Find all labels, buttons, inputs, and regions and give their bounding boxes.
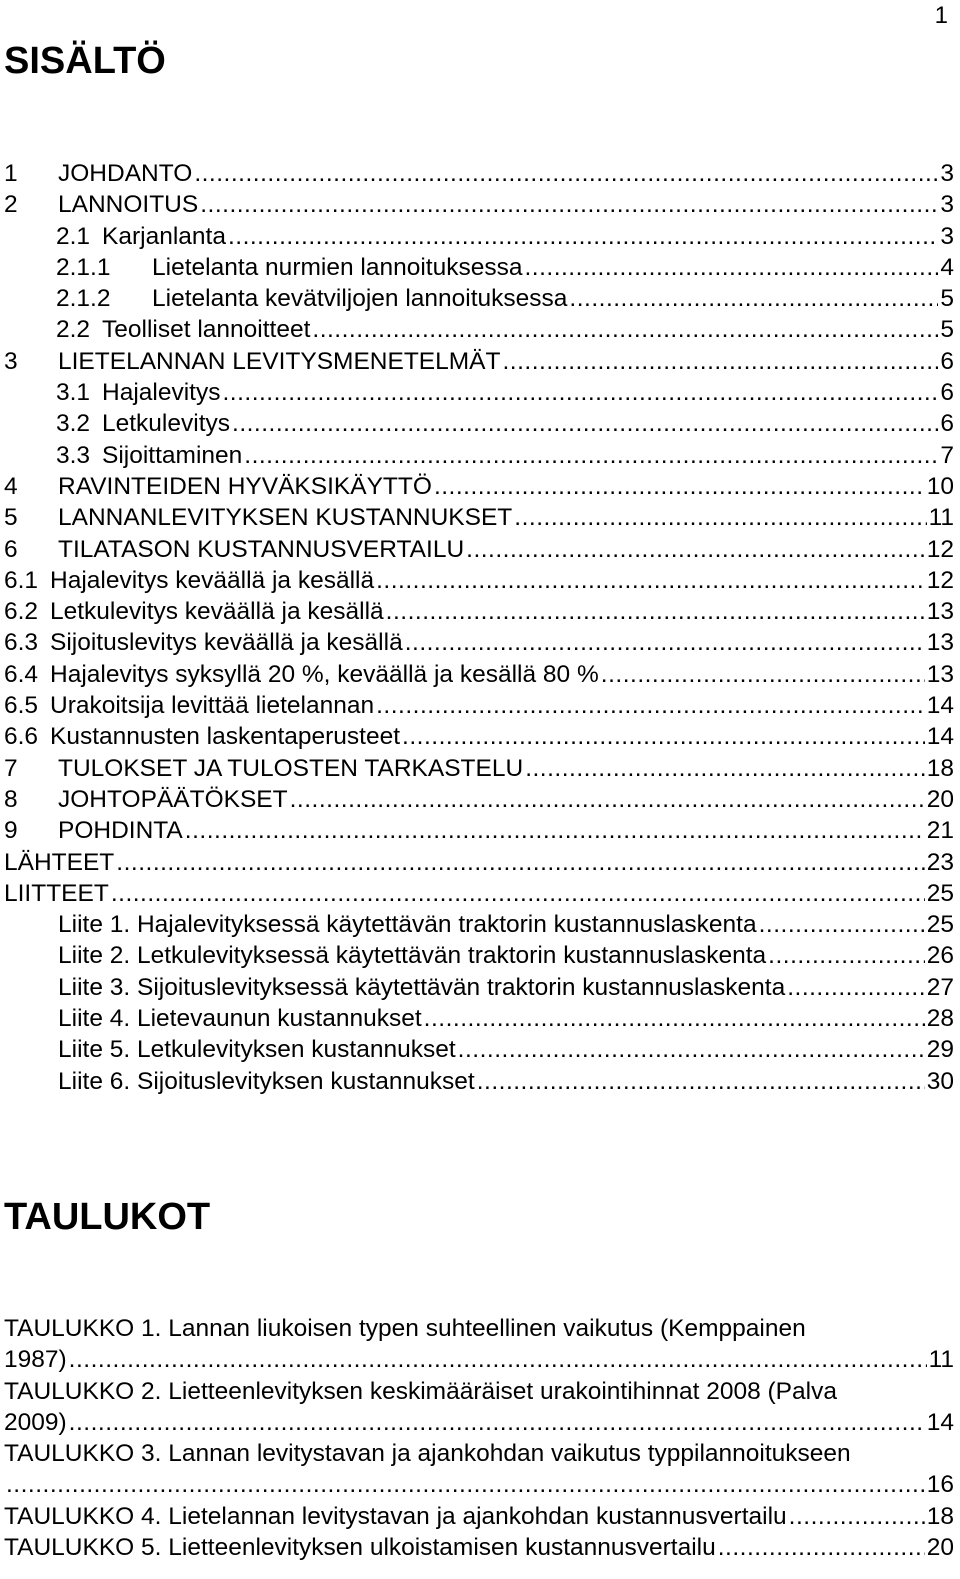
toc-entry[interactable] xyxy=(4,753,954,784)
toc-entry-title: Karjanlanta xyxy=(102,222,226,250)
toc-entry-number: 5 xyxy=(4,504,18,532)
toc-entry-page: 3 xyxy=(940,191,954,219)
toc-entry[interactable] xyxy=(4,847,954,878)
table-dot-leader xyxy=(69,1407,925,1438)
toc-dot-leader xyxy=(405,627,925,658)
toc-dot-leader xyxy=(376,690,925,721)
toc-dot-leader xyxy=(569,283,938,314)
toc-entry-page: 30 xyxy=(926,1067,954,1095)
toc-dot-leader xyxy=(601,659,925,690)
toc-entry-number: 6.6 xyxy=(4,723,39,751)
table-entry-line xyxy=(4,1532,954,1563)
toc-entry[interactable] xyxy=(4,784,954,815)
toc-entry-page: 18 xyxy=(926,754,954,782)
toc-entry-number: 7 xyxy=(4,754,18,782)
toc-entry-page: 10 xyxy=(926,472,954,500)
toc-dot-leader xyxy=(477,1066,925,1097)
toc-entry[interactable] xyxy=(4,940,954,971)
toc-entry-title: Teolliset lannoitteet xyxy=(102,316,311,344)
toc-entry-number: 1 xyxy=(4,160,18,187)
toc-entry-page: 13 xyxy=(926,598,954,626)
toc-entry-page: 13 xyxy=(926,660,954,688)
toc-entry-number: 9 xyxy=(4,817,18,845)
toc-dot-leader xyxy=(116,847,924,878)
toc-entry-number: 6.2 xyxy=(4,598,39,626)
toc-entry-title: Liite 1. Hajalevityksessä käytettävän traktorin kustannuslaskenta xyxy=(58,911,757,939)
toc-entry-title: TILATASON KUSTANNUSVERTAILU xyxy=(58,535,465,563)
toc-entry-title: Urakoitsija levittää lietelannan xyxy=(50,692,375,720)
table-dot-leader xyxy=(718,1532,925,1563)
toc-entry-number: 3.1 xyxy=(56,379,91,407)
toc-dot-leader xyxy=(502,346,938,377)
toc-entry-page: 12 xyxy=(926,566,954,594)
toc-entry[interactable] xyxy=(4,627,954,658)
table-entry-line xyxy=(4,1344,954,1375)
toc-entry-page: 7 xyxy=(940,441,954,469)
table-entry-page: 18 xyxy=(926,1502,954,1530)
toc-entry-title: Liite 5. Letkulevityksen kustannukset xyxy=(58,1036,456,1064)
toc-dot-leader xyxy=(514,502,926,533)
toc-entry[interactable] xyxy=(4,972,954,1003)
toc-entry-page: 28 xyxy=(926,1005,954,1033)
toc-entry-page: 21 xyxy=(926,817,954,845)
toc-entry-title: Liite 4. Lietevaunun kustannukset xyxy=(58,1005,422,1033)
toc-entry[interactable] xyxy=(4,283,954,314)
page-number: 1 xyxy=(934,2,948,29)
toc-entry[interactable] xyxy=(4,252,954,283)
toc-entry[interactable] xyxy=(4,565,954,596)
toc-entry-number: 6.3 xyxy=(4,629,39,657)
table-entry-title-continued: TAULUKKO 5. Lietteenlevityksen ulkoistamisen kustannusvertailu xyxy=(4,1534,716,1562)
toc-entry-title: Liite 3. Sijoituslevityksessä käytettävän traktorin kustannuslaskenta xyxy=(58,973,786,1001)
toc-entry-page: 11 xyxy=(928,504,954,532)
table-entry-page: 16 xyxy=(926,1471,954,1499)
toc-entry-title: Liite 6. Sijoituslevityksen kustannukset xyxy=(58,1067,475,1095)
toc-entry-title: Lietelanta kevätviljojen lannoituksessa xyxy=(152,285,568,313)
toc-entry-page: 14 xyxy=(926,723,954,751)
toc-entry-title: LÄHTEET xyxy=(4,848,115,876)
table-dot-leader xyxy=(6,1469,925,1500)
toc-entry-number: 2.1.2 xyxy=(56,285,111,313)
toc-entry[interactable] xyxy=(4,408,954,439)
toc-entry[interactable] xyxy=(4,158,954,189)
toc-entry-page: 5 xyxy=(940,285,954,313)
toc-entry-title: Letkulevitys xyxy=(102,410,231,438)
toc-entry-title: LANNANLEVITYKSEN KUSTANNUKSET xyxy=(58,504,513,532)
toc-dot-leader xyxy=(290,784,925,815)
table-list-entry[interactable] xyxy=(4,1376,954,1439)
tables-heading: TAULUKOT xyxy=(4,1196,211,1238)
toc-entry-page: 6 xyxy=(940,410,954,438)
toc-entry-number: 3 xyxy=(4,347,18,375)
toc-entry-title: Hajalevitys syksyllä 20 %, keväällä ja kesällä 80 % xyxy=(50,660,599,688)
toc-entry-page: 3 xyxy=(940,160,954,187)
toc-dot-leader xyxy=(232,408,938,439)
toc-entry-number: 4 xyxy=(4,472,18,500)
table-list-entry[interactable] xyxy=(4,1501,954,1532)
toc-dot-leader xyxy=(424,1003,925,1034)
toc-entry[interactable] xyxy=(4,314,954,345)
toc-entry[interactable] xyxy=(4,909,954,940)
table-entry-page: 20 xyxy=(926,1534,954,1562)
toc-dot-leader xyxy=(194,158,938,189)
toc-entry-page: 6 xyxy=(940,347,954,375)
toc-dot-leader xyxy=(386,596,925,627)
toc-entry[interactable] xyxy=(4,1003,954,1034)
toc-entry-page: 12 xyxy=(926,535,954,563)
table-entry-title: TAULUKKO 3. Lannan levitystavan ja ajankohdan vaikutus typpilannoitukseen xyxy=(4,1440,851,1468)
toc-entry-title: LIITTEET xyxy=(4,879,109,907)
toc-entry-title: LANNOITUS xyxy=(58,191,199,219)
toc-entry[interactable] xyxy=(4,659,954,690)
toc-dot-leader xyxy=(228,221,938,252)
toc-entry-title: JOHDANTO xyxy=(58,160,193,187)
toc-entry-page: 5 xyxy=(940,316,954,344)
table-of-contents xyxy=(4,158,954,1097)
toc-dot-leader xyxy=(200,189,938,220)
table-dot-leader xyxy=(789,1501,925,1532)
toc-entry-title: JOHTOPÄÄTÖKSET xyxy=(58,785,288,813)
toc-dot-leader xyxy=(111,878,925,909)
toc-entry-number: 3.2 xyxy=(56,410,91,438)
toc-entry-page: 14 xyxy=(926,692,954,720)
toc-dot-leader xyxy=(402,721,925,752)
toc-dot-leader xyxy=(376,565,925,596)
toc-entry[interactable] xyxy=(4,1034,954,1065)
toc-dot-leader xyxy=(525,753,925,784)
toc-entry-title: Sijoituslevitys keväällä ja kesällä xyxy=(50,629,403,657)
toc-entry-number: 6.5 xyxy=(4,692,39,720)
table-entry-title-continued: 2009) xyxy=(4,1408,67,1436)
toc-entry[interactable] xyxy=(4,690,954,721)
toc-dot-leader xyxy=(434,471,925,502)
toc-dot-leader xyxy=(185,815,925,846)
toc-entry-number: 6.4 xyxy=(4,660,39,688)
toc-entry[interactable] xyxy=(4,878,954,909)
toc-entry-title: Letkulevitys keväällä ja kesällä xyxy=(50,598,384,626)
toc-entry-title: Hajalevitys keväällä ja kesällä xyxy=(50,566,375,594)
table-entry-title: TAULUKKO 1. Lannan liukoisen typen suhteellinen vaikutus (Kemppainen xyxy=(4,1315,806,1342)
toc-dot-leader xyxy=(759,909,925,940)
toc-entry[interactable] xyxy=(4,440,954,471)
toc-dot-leader xyxy=(466,534,925,565)
toc-entry-page: 20 xyxy=(926,785,954,813)
toc-dot-leader xyxy=(312,314,938,345)
toc-entry-title: Liite 2. Letkulevityksessä käytettävän traktorin kustannuslaskenta xyxy=(58,942,767,970)
toc-entry-number: 6.1 xyxy=(4,566,39,594)
toc-entry-number: 2.1 xyxy=(56,222,91,250)
toc-entry-title: Hajalevitys xyxy=(102,379,221,407)
toc-entry[interactable] xyxy=(4,596,954,627)
toc-dot-leader xyxy=(524,252,938,283)
toc-entry-page: 13 xyxy=(926,629,954,657)
table-list-entry[interactable] xyxy=(4,1438,954,1501)
toc-dot-leader xyxy=(244,440,938,471)
toc-entry[interactable] xyxy=(4,346,954,377)
toc-entry[interactable] xyxy=(4,502,954,533)
toc-entry-page: 4 xyxy=(940,253,954,281)
toc-entry[interactable] xyxy=(4,377,954,408)
toc-entry-page: 25 xyxy=(926,879,954,907)
table-list-entry[interactable] xyxy=(4,1532,954,1563)
toc-entry-page: 23 xyxy=(926,848,954,876)
toc-dot-leader xyxy=(787,972,925,1003)
table-entry-page: 14 xyxy=(926,1408,954,1436)
toc-entry-page: 6 xyxy=(940,379,954,407)
toc-entry-number: 2.2 xyxy=(56,316,91,344)
toc-entry-title: POHDINTA xyxy=(58,817,183,845)
toc-entry-number: 2.1.1 xyxy=(56,253,111,281)
toc-dot-leader xyxy=(458,1034,925,1065)
contents-heading: SISÄLTÖ xyxy=(4,40,166,82)
toc-entry-number: 2 xyxy=(4,191,18,219)
toc-entry-title: Sijoittaminen xyxy=(102,441,243,469)
table-entry-line xyxy=(4,1469,954,1500)
table-entry-line xyxy=(4,1407,954,1438)
toc-dot-leader xyxy=(768,940,925,971)
toc-entry[interactable] xyxy=(4,189,954,220)
toc-entry-page: 27 xyxy=(926,973,954,1001)
toc-entry[interactable] xyxy=(4,721,954,752)
toc-entry-page: 26 xyxy=(926,942,954,970)
toc-entry-title: TULOKSET JA TULOSTEN TARKASTELU xyxy=(58,754,524,782)
toc-entry-number: 8 xyxy=(4,785,18,813)
toc-dot-leader xyxy=(222,377,938,408)
list-of-tables xyxy=(4,1313,954,1563)
toc-entry[interactable] xyxy=(4,815,954,846)
toc-entry-title: RAVINTEIDEN HYVÄKSIKÄYTTÖ xyxy=(58,472,432,500)
toc-entry-page: 25 xyxy=(926,911,954,939)
toc-entry[interactable] xyxy=(4,221,954,252)
toc-entry-title: LIETELANNAN LEVITYSMENETELMÄT xyxy=(58,347,501,375)
table-entry-line xyxy=(4,1501,954,1532)
table-entry-title-continued: TAULUKKO 4. Lietelannan levitystavan ja ajankohdan kustannusvertailu xyxy=(4,1502,787,1530)
toc-entry-number: 3.3 xyxy=(56,441,91,469)
table-entry-title: TAULUKKO 2. Lietteenlevityksen keskimääräiset urakointihinnat 2008 (Palva xyxy=(4,1377,837,1405)
toc-entry[interactable] xyxy=(4,471,954,502)
toc-entry[interactable] xyxy=(4,534,954,565)
toc-entry-title: Kustannusten laskentaperusteet xyxy=(50,723,401,751)
table-list-entry[interactable] xyxy=(4,1313,954,1376)
toc-entry-number: 6 xyxy=(4,535,18,563)
toc-entry[interactable] xyxy=(4,1066,954,1097)
table-entry-page: 11 xyxy=(928,1346,954,1374)
table-dot-leader xyxy=(69,1344,927,1375)
table-entry-title-continued: 1987) xyxy=(4,1346,67,1374)
toc-entry-title: Lietelanta nurmien lannoituksessa xyxy=(152,253,523,281)
toc-entry-page: 29 xyxy=(926,1036,954,1064)
toc-entry-page: 3 xyxy=(940,222,954,250)
